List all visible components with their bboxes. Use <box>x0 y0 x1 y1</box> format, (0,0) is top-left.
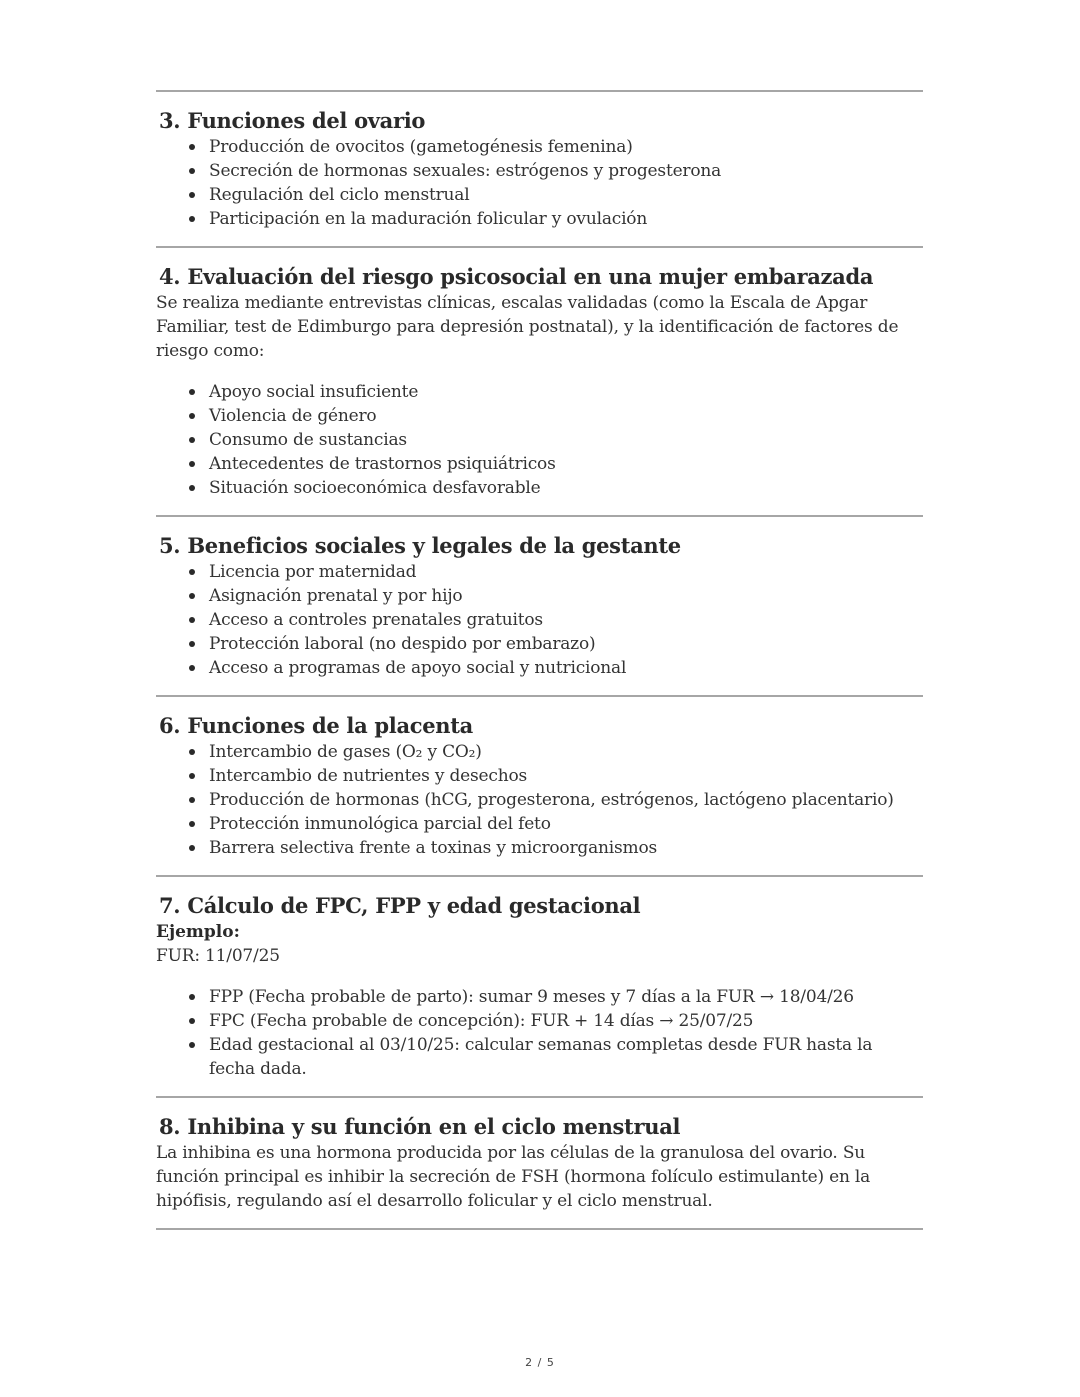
section-inhibin <box>156 1098 923 1228</box>
bullet-list <box>156 380 923 500</box>
list-item: Consumo de sustancias <box>209 428 923 452</box>
section-title: 7. Cálculo de FPC, FPP y edad gestacional <box>159 893 641 918</box>
example-label: Ejemplo: <box>156 922 240 942</box>
section-title: 8. Inhibina y su función en el ciclo menstrual <box>159 1114 681 1139</box>
list-item: Producción de ovocitos (gametogénesis femenina) <box>209 135 923 159</box>
list-item: Antecedentes de trastornos psiquiátricos <box>209 452 923 476</box>
example-value: FUR: 11/07/25 <box>156 946 280 966</box>
section-paragraph: La inhibina es una hormona producida por las células de la granulosa del ovario. Su función principal es inhibir la secreción de FSH (hormona folículo estimulante) en la hipófisis, regulando así el desarrollo folicular y el ciclo menstrual. <box>156 1143 871 1211</box>
list-item: Secreción de hormonas sexuales: estrógenos y progesterona <box>209 159 923 183</box>
list-item: Protección inmunológica parcial del feto <box>209 812 923 836</box>
list-item: Participación en la maduración folicular y ovulación <box>209 207 923 231</box>
list-item: Acceso a programas de apoyo social y nutricional <box>209 656 923 680</box>
list-item: Intercambio de nutrientes y desechos <box>209 764 923 788</box>
section-placenta-functions <box>156 697 923 875</box>
section-paragraph: Se realiza mediante entrevistas clínicas, escalas validadas (como la Escala de Apgar Familiar, test de Edimburgo para depresión postnatal), y la identificación de factores de riesgo como: <box>156 293 899 361</box>
list-item: Regulación del ciclo menstrual <box>209 183 923 207</box>
list-item: Barrera selectiva frente a toxinas y microorganismos <box>209 836 923 860</box>
list-item: Intercambio de gases (O₂ y CO₂) <box>209 740 923 764</box>
list-item: FPC (Fecha probable de concepción): FUR + 14 días → 25/07/25 <box>209 1009 923 1033</box>
section-psychosocial-risk <box>156 248 923 515</box>
list-item: Acceso a controles prenatales gratuitos <box>209 608 923 632</box>
section-title: 3. Funciones del ovario <box>159 108 426 133</box>
bullet-list <box>156 560 923 680</box>
section-title: 6. Funciones de la placenta <box>159 713 473 738</box>
list-item: Edad gestacional al 03/10/25: calcular semanas completas desde FUR hasta la fecha dada. <box>209 1033 923 1081</box>
list-item: Licencia por maternidad <box>209 560 923 584</box>
list-item: Producción de hormonas (hCG, progesterona, estrógenos, lactógeno placentario) <box>209 788 923 812</box>
section-divider <box>156 1228 923 1230</box>
bullet-list <box>156 985 923 1081</box>
document-page <box>156 90 923 1230</box>
list-item: Asignación prenatal y por hijo <box>209 584 923 608</box>
section-ovary-functions <box>156 92 923 246</box>
list-item: FPP (Fecha probable de parto): sumar 9 meses y 7 días a la FUR → 18/04/26 <box>209 985 923 1009</box>
page-indicator: 2 / 5 <box>525 1356 555 1369</box>
list-item: Situación socioeconómica desfavorable <box>209 476 923 500</box>
section-social-legal-benefits <box>156 517 923 695</box>
section-gestational-calculation <box>156 877 923 1096</box>
bullet-list <box>156 135 923 231</box>
list-item: Protección laboral (no despido por embarazo) <box>209 632 923 656</box>
list-item: Violencia de género <box>209 404 923 428</box>
list-item: Apoyo social insuficiente <box>209 380 923 404</box>
bullet-list <box>156 740 923 860</box>
section-title: 5. Beneficios sociales y legales de la gestante <box>159 533 681 558</box>
section-title: 4. Evaluación del riesgo psicosocial en una mujer embarazada <box>159 264 874 289</box>
